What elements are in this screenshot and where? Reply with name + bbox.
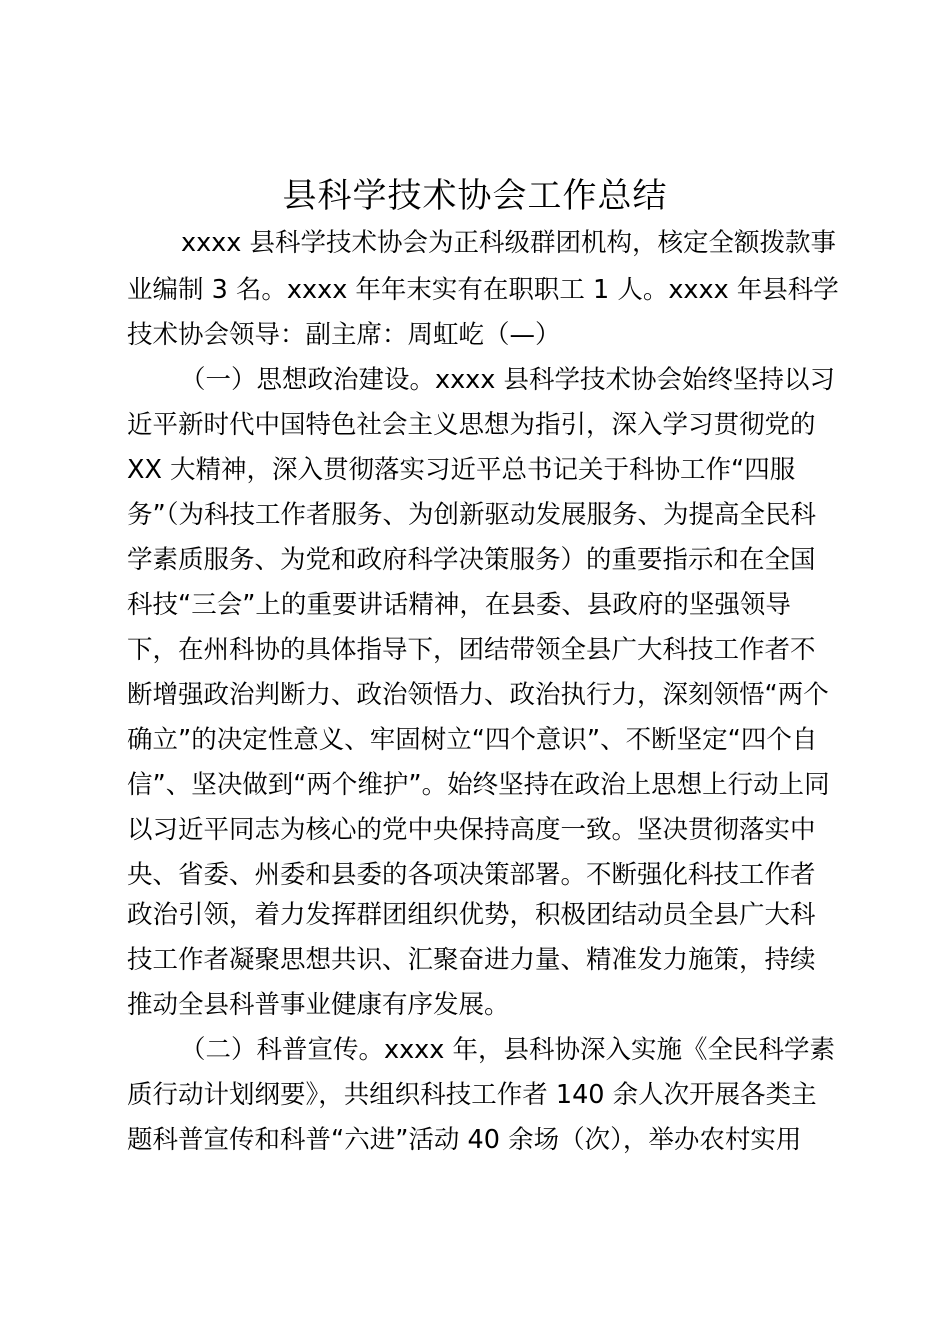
section-1-line-13: 政治引领，着力发挥群团组织优势，积极团结动员全县广大科 — [127, 900, 816, 930]
paragraph-intro-line-3: 技术协会领导：副主席：周虹屹（—） — [127, 320, 561, 350]
section-1-line-5: 学素质服务、为党和政府科学决策服务）的重要指示和在全国 — [127, 545, 816, 575]
section-1-line-9: 确立”的决定性意义、牢固树立“四个意识”、不断坚定“四个自 — [127, 725, 818, 755]
section-1-line-6: 科技“三会”上的重要讲话精神，在县委、县政府的坚强领导 — [127, 590, 791, 620]
paragraph-intro-line-1: xxxx 县科学技术协会为正科级群团机构，核定全额拨款事 — [181, 228, 836, 258]
section-1-line-3: XX 大精神，深入贯彻落实习近平总书记关于科协工作“四服 — [127, 455, 796, 485]
section-1-line-7: 下，在州科协的具体指导下，团结带领全县广大科技工作者不 — [127, 635, 816, 665]
section-1-line-10: 信”、坚决做到“两个维护”。始终坚持在政治上思想上行动上同 — [127, 770, 830, 800]
paragraph-intro-line-2: 业编制 3 名。xxxx 年年末实有在职职工 1 人。xxxx 年县科学 — [127, 275, 839, 305]
document-title: 县科学技术协会工作总结 — [282, 176, 668, 216]
section-2-line-2: 质行动计划纲要》，共组织科技工作者 140 余人次开展各类主 — [127, 1080, 817, 1110]
section-1-line-2: 近平新时代中国特色社会主义思想为指引，深入学习贯彻党的 — [127, 410, 816, 440]
section-2-line-1: （二）科普宣传。xxxx 年，县科协深入实施《全民科学素 — [180, 1035, 835, 1065]
section-1-line-15: 推动全县科普事业健康有序发展。 — [127, 990, 510, 1020]
section-1-line-11: 以习近平同志为核心的党中央保持高度一致。坚决贯彻落实中 — [127, 815, 816, 845]
section-1-line-14: 技工作者凝聚思想共识、汇聚奋进力量、精准发力施策，持续 — [127, 945, 816, 975]
section-1-line-1: （一）思想政治建设。xxxx 县科学技术协会始终坚持以习 — [180, 365, 835, 395]
section-1-line-4: 务”（为科技工作者服务、为创新驱动发展服务、为提高全民科 — [127, 500, 816, 530]
section-1-line-12: 央、省委、州委和县委的各项决策部署。不断强化科技工作者 — [127, 860, 816, 890]
section-2-line-3: 题科普宣传和科普“六进”活动 40 余场（次），举办农村实用 — [127, 1125, 802, 1155]
section-1-line-8: 断增强政治判断力、政治领悟力、政治执行力，深刻领悟“两个 — [127, 680, 829, 710]
